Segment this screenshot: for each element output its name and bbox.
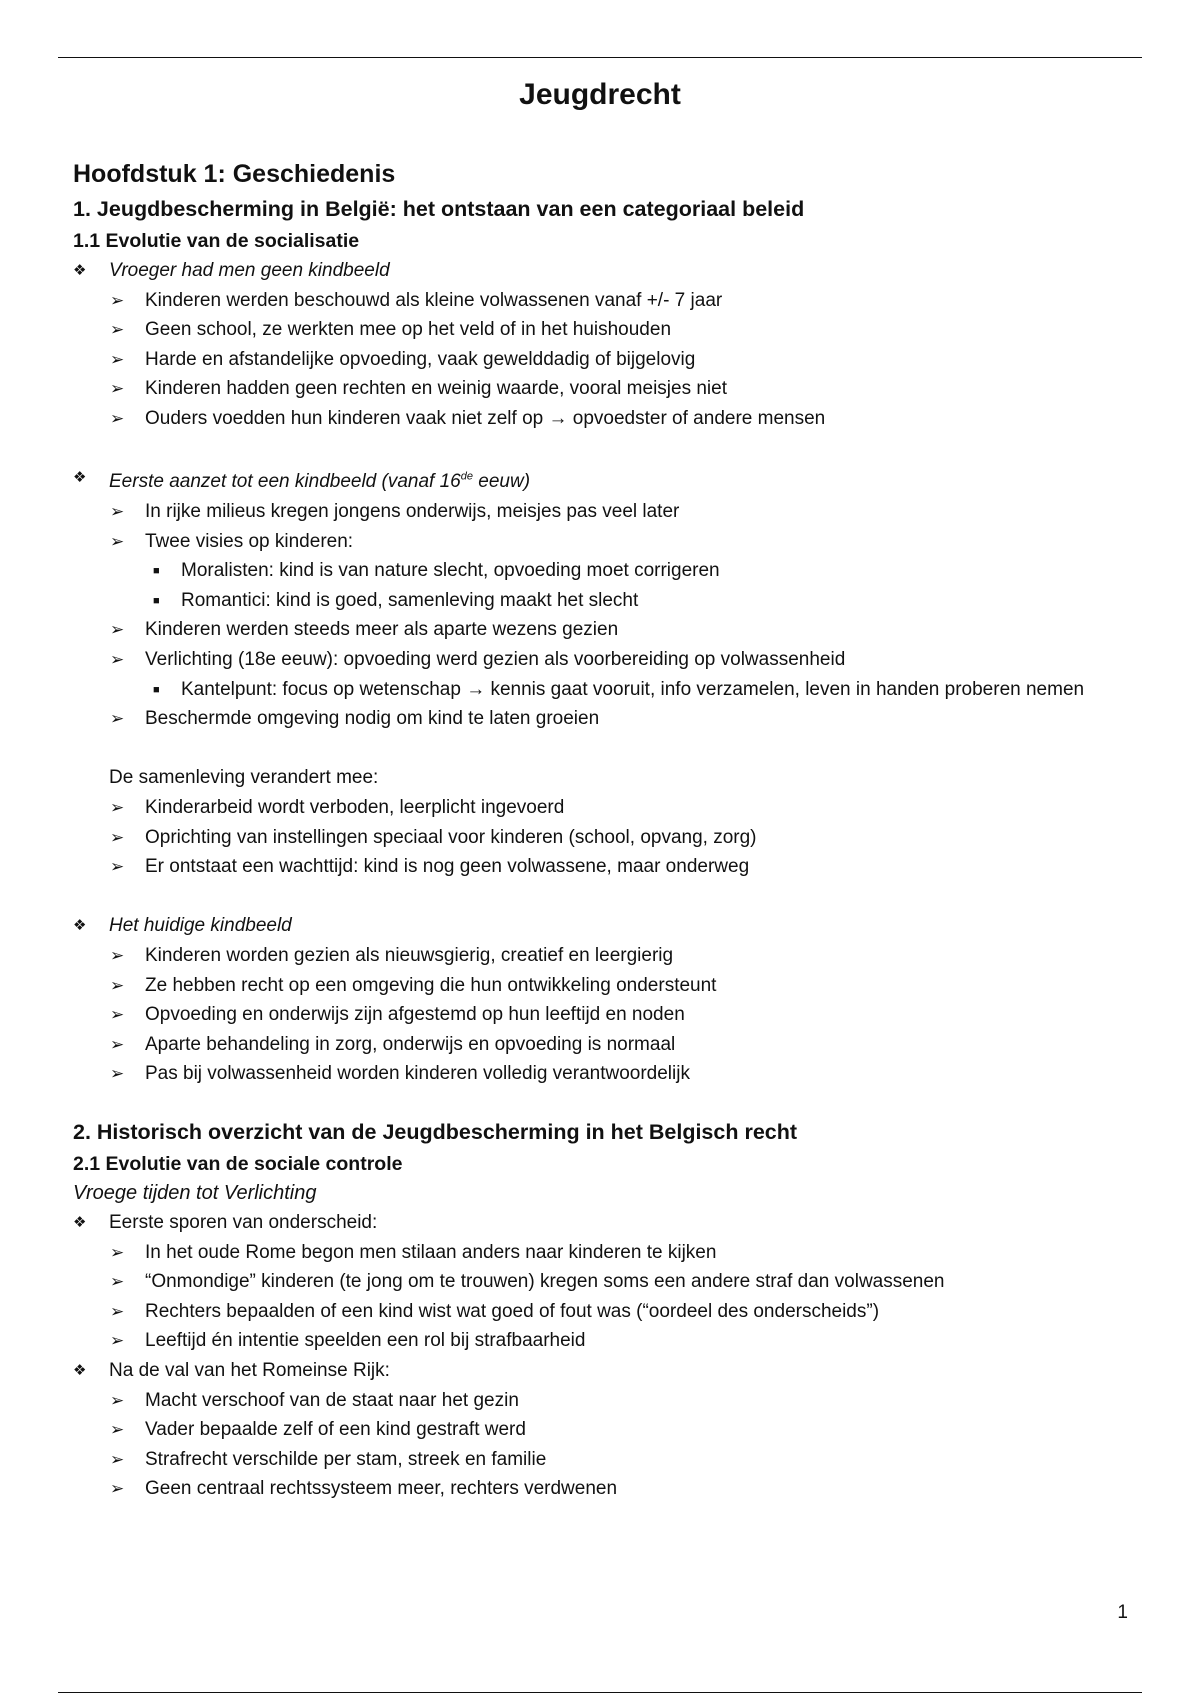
list-item: ➢ Rechters bepaalden of een kind wist wat goed of fout was (“oordeel des onderscheids”) — [73, 1297, 1143, 1327]
list-item: ➢ Ouders voedden hun kinderen vaak niet zelf op → opvoedster of andere mensen — [73, 404, 1143, 434]
list-item: ■ Moralisten: kind is van nature slecht, opvoeding moet corrigeren — [73, 556, 1143, 586]
top-rule — [58, 57, 1142, 58]
chapter-title: Hoofdstuk 1: Geschiedenis — [73, 160, 396, 188]
arrow-bullet-icon: ➢ — [110, 1420, 125, 1440]
document-body — [73, 156, 1143, 1504]
list-item: ➢ Ze hebben recht op een omgeving die hun ontwikkeling ondersteunt — [73, 971, 1143, 1001]
page-number: 1 — [1117, 1602, 1128, 1623]
section-2-title: 2. Historisch overzicht van de Jeugdbescherming in het Belgisch recht — [73, 1119, 798, 1144]
arrow-bullet-icon: ➢ — [110, 1005, 125, 1025]
arrow-bullet-icon: ➢ — [110, 620, 125, 640]
list-item: ➢ Geen centraal rechtssysteem meer, rechters verdwenen — [73, 1474, 1143, 1504]
list-item: ➢ Kinderarbeid wordt verboden, leerplicht ingevoerd — [73, 793, 1143, 823]
list-item: ❖ Vroeger had men geen kindbeeld — [73, 256, 1143, 286]
arrow-bullet-icon: ➢ — [110, 531, 125, 551]
arrow-bullet-icon: ➢ — [110, 1064, 125, 1084]
list-item: ➢ Pas bij volwassenheid worden kinderen volledig verantwoordelijk — [73, 1059, 1143, 1089]
list-item: ➢ Kinderen werden steeds meer als aparte wezens gezien — [73, 615, 1143, 645]
square-bullet-icon: ■ — [153, 565, 160, 578]
arrow-bullet-icon: ➢ — [110, 709, 125, 729]
list-item: ➢ Macht verschoof van de staat naar het gezin — [73, 1386, 1143, 1416]
arrow-bullet-icon: ➢ — [110, 857, 125, 877]
list-item: ❖ Eerste aanzet tot een kindbeeld (vanaf 16de eeuw) — [73, 463, 1143, 497]
arrow-bullet-icon: ➢ — [110, 1331, 125, 1351]
list-item: ❖ Eerste sporen van onderscheid: — [73, 1208, 1143, 1238]
arrow-bullet-icon: ➢ — [110, 1449, 125, 1469]
list-item: ➢ Leeftijd én intentie speelden een rol bij strafbaarheid — [73, 1326, 1143, 1356]
arrow-bullet-icon: ➢ — [110, 379, 125, 399]
list-item: ➢ Twee visies op kinderen: — [73, 527, 1143, 557]
arrow-bullet-icon: ➢ — [110, 1242, 125, 1262]
diamond-bullet-icon: ❖ — [73, 262, 87, 279]
list-item: ❖ Het huidige kindbeeld — [73, 911, 1143, 941]
bottom-rule — [58, 1692, 1142, 1693]
arrow-bullet-icon: ➢ — [110, 827, 125, 847]
list-item: ➢ Beschermde omgeving nodig om kind te laten groeien — [73, 704, 1143, 734]
subsection-2-1-title: 2.1 Evolutie van de sociale controle — [73, 1152, 403, 1175]
arrow-bullet-icon: ➢ — [110, 975, 125, 995]
period-heading: Vroege tijden tot Verlichting — [73, 1181, 317, 1204]
list-item: ➢ Verlichting (18e eeuw): opvoeding werd gezien als voorbereiding op volwassenheid — [73, 645, 1143, 675]
list-item: ➢ Opvoeding en onderwijs zijn afgestemd op hun leeftijd en noden — [73, 1000, 1143, 1030]
list-item: ➢ In het oude Rome begon men stilaan anders naar kinderen te kijken — [73, 1238, 1143, 1268]
subsection-1-1-title: 1.1 Evolutie van de socialisatie — [73, 230, 360, 252]
diamond-bullet-icon: ❖ — [73, 917, 87, 935]
arrow-bullet-icon: ➢ — [110, 408, 125, 428]
diamond-bullet-icon: ❖ — [73, 1213, 87, 1231]
list-item: ■ Romantici: kind is goed, samenleving maakt het slecht — [73, 586, 1143, 616]
arrow-bullet-icon: ➢ — [110, 349, 125, 369]
list-item: ➢ In rijke milieus kregen jongens onderwijs, meisjes pas veel later — [73, 497, 1143, 527]
arrow-bullet-icon: ➢ — [110, 798, 125, 818]
list-item: ➢ Geen school, ze werkten mee op het veld of in het huishouden — [73, 315, 1143, 345]
list-item: ➢ Kinderen hadden geen rechten en weinig waarde, vooral meisjes niet — [73, 374, 1143, 404]
square-bullet-icon: ■ — [153, 683, 160, 696]
spacer — [73, 734, 1143, 764]
list-item: ➢ “Onmondige” kinderen (te jong om te trouwen) kregen soms een andere straf dan volwassenen — [73, 1267, 1143, 1297]
list-item: ➢ Oprichting van instellingen speciaal voor kinderen (school, opvang, zorg) — [73, 823, 1143, 853]
arrow-bullet-icon: ➢ — [110, 290, 125, 310]
spacer — [73, 882, 1143, 912]
list-item: ➢ Aparte behandeling in zorg, onderwijs en opvoeding is normaal — [73, 1030, 1143, 1060]
list-item: ➢ Strafrecht verschilde per stam, streek en familie — [73, 1445, 1143, 1475]
arrow-bullet-icon: ➢ — [110, 945, 125, 965]
list-item: ■ Kantelpunt: focus op wetenschap → kennis gaat vooruit, info verzamelen, leven in handen proberen nemen — [73, 675, 1143, 705]
arrow-bullet-icon: ➢ — [110, 502, 125, 522]
list-item: ➢ Vader bepaalde zelf of een kind gestraft werd — [73, 1415, 1143, 1445]
section-1-title: 1. Jeugdbescherming in België: het ontstaan van een categoriaal beleid — [73, 197, 805, 221]
diamond-bullet-icon: ❖ — [73, 469, 87, 487]
arrow-bullet-icon: ➢ — [110, 320, 125, 340]
arrow-bullet-icon: ➢ — [110, 1301, 125, 1321]
list-item: ❖ Na de val van het Romeinse Rijk: — [73, 1356, 1143, 1386]
square-bullet-icon: ■ — [153, 594, 160, 607]
arrow-bullet-icon: ➢ — [110, 1272, 125, 1292]
list-item: ➢ Harde en afstandelijke opvoeding, vaak gewelddadig of bijgelovig — [73, 345, 1143, 375]
arrow-bullet-icon: ➢ — [110, 1034, 125, 1054]
list-item: ➢ Kinderen werden beschouwd als kleine volwassenen vanaf +/- 7 jaar — [73, 286, 1143, 316]
arrow-bullet-icon: ➢ — [110, 650, 125, 670]
society-intro: De samenleving verandert mee: — [109, 767, 379, 789]
arrow-bullet-icon: ➢ — [110, 1390, 125, 1410]
diamond-bullet-icon: ❖ — [73, 1361, 87, 1379]
list-item: ➢ Er ontstaat een wachttijd: kind is nog geen volwassene, maar onderweg — [73, 852, 1143, 882]
arrow-bullet-icon: ➢ — [110, 1479, 125, 1499]
spacer — [73, 434, 1143, 464]
document-title: Jeugdrecht — [519, 78, 681, 111]
list-item: ➢ Kinderen worden gezien als nieuwsgierig, creatief en leergierig — [73, 941, 1143, 971]
